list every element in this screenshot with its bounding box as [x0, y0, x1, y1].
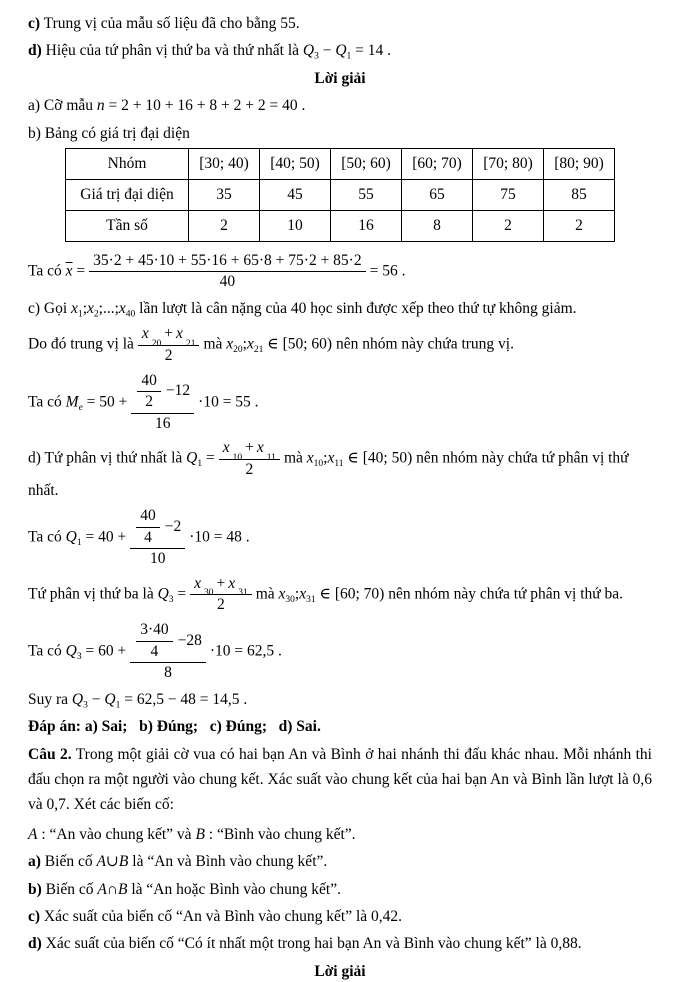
- math-rhs: = 62,5 − 48 = 14,5 .: [124, 690, 248, 708]
- row-header: Giá trị đại diện: [66, 179, 189, 210]
- item-label: b): [28, 124, 41, 142]
- text: Ta có: [28, 528, 62, 546]
- item-label: c): [28, 907, 41, 925]
- interval: [40; 50): [362, 450, 413, 468]
- solution-d-intro: [28, 439, 652, 501]
- interval: [50; 60): [282, 336, 333, 354]
- q1-value-formula: [28, 507, 652, 569]
- text: Cỡ mẫu: [43, 97, 94, 115]
- math-op: = 60 +: [85, 642, 127, 660]
- text: Tứ phân vị thứ ba là: [28, 585, 154, 603]
- var: x: [194, 574, 202, 592]
- row-header: Nhóm: [66, 148, 189, 179]
- var: x: [141, 325, 149, 343]
- subscript: 3: [76, 651, 82, 662]
- text: mà: [203, 336, 223, 354]
- text: Biến cố: [44, 853, 93, 871]
- conclusion-line: [28, 689, 652, 710]
- question-label: Câu 2.: [28, 746, 72, 764]
- fraction: [190, 575, 252, 615]
- var: x: [256, 439, 264, 457]
- separator: ;: [323, 450, 328, 468]
- subscript: 40: [125, 309, 136, 320]
- statement-2c: [28, 906, 652, 927]
- element-of-symbol: ∈: [319, 585, 331, 603]
- table-cell: 65: [402, 179, 473, 210]
- var: x: [299, 585, 307, 603]
- subscript: e: [78, 402, 83, 413]
- statement-2b: [28, 879, 652, 900]
- fraction-numerator: [130, 621, 206, 663]
- var: Q: [302, 42, 315, 60]
- subscript: 10: [313, 459, 324, 470]
- subscript: 20: [233, 345, 243, 356]
- fraction-denominator: 2: [217, 596, 225, 614]
- inner-numerator: 3·40: [136, 621, 172, 642]
- math-op: =: [76, 262, 86, 280]
- math-op: = 40 +: [85, 528, 127, 546]
- statement-2a: [28, 851, 652, 872]
- text: : “An vào chung kết” và: [41, 825, 192, 843]
- table-cell: 75: [473, 179, 544, 210]
- statement-1d: [28, 40, 652, 61]
- subscript: 3: [83, 700, 88, 711]
- var: A: [28, 825, 38, 843]
- solution-b-intro: [28, 123, 652, 144]
- separator: ;: [242, 336, 247, 354]
- item-label: a): [28, 97, 41, 115]
- text: Bảng có giá trị đại diện: [44, 124, 190, 142]
- var: A: [97, 880, 107, 898]
- text: mà: [283, 450, 303, 468]
- table-cell: 2: [544, 210, 615, 241]
- median-value-formula: [28, 372, 652, 434]
- solution-heading-2: Lời giải: [314, 962, 366, 980]
- var: A: [96, 853, 106, 871]
- fraction: [130, 507, 185, 569]
- table-row-representatives: [66, 179, 615, 210]
- element-of-symbol: ∈: [347, 450, 359, 468]
- fraction-denominator: 2: [164, 347, 173, 365]
- math-rhs: ·10 = 48 .: [189, 528, 250, 546]
- subscript: 31: [306, 594, 316, 605]
- table-cell: 85: [544, 179, 615, 210]
- table-cell: [50; 60): [331, 148, 402, 179]
- inner-fraction: [136, 507, 160, 547]
- var: Q: [71, 690, 84, 708]
- mean-formula: [28, 252, 652, 292]
- var: x: [118, 300, 126, 318]
- text: Tứ phân vị thứ nhất là: [44, 450, 183, 468]
- text: Xác suất của biến cố “Có ít nhất một trong hai bạn An và Bình vào chung kết” là 0,88.: [45, 935, 582, 953]
- text: lần lượt là cân nặng của 40 học sinh được xếp theo thứ tự không giảm.: [139, 300, 577, 318]
- xbar-symbol: [66, 263, 73, 280]
- var: x: [228, 574, 236, 592]
- table-cell: [70; 80): [473, 148, 544, 179]
- table-cell: [60; 70): [402, 148, 473, 179]
- var: B: [118, 880, 128, 898]
- interval: [60; 70): [334, 585, 385, 603]
- fraction-denominator: 8: [164, 664, 172, 682]
- inner-denominator: 2: [145, 393, 154, 411]
- var: $\overline{x}$: [65, 262, 73, 280]
- fraction: [219, 439, 280, 479]
- fraction: [138, 325, 200, 365]
- item-label: c): [28, 300, 41, 318]
- statement-2d: [28, 933, 652, 954]
- var: Q: [186, 450, 198, 468]
- fraction-numerator: x 20 + x 21: [138, 325, 200, 346]
- ellipsis: ;...;: [98, 300, 119, 318]
- subscript: 2: [93, 309, 99, 320]
- var: x: [71, 300, 78, 318]
- text: Gọi: [43, 300, 68, 318]
- math-rhs: = 14 .: [355, 42, 392, 60]
- table-cell: 45: [260, 179, 331, 210]
- text: nên nhóm này chứa trung vị.: [335, 336, 514, 354]
- text: nên nhóm này chứa tứ phân vị thứ ba.: [388, 585, 624, 603]
- fraction-numerator: x 30 + x 31: [190, 575, 252, 596]
- math-op: +: [245, 439, 254, 457]
- math-rhs: ·10 = 55 .: [198, 393, 259, 411]
- math-op: −28: [177, 631, 202, 649]
- q3-value-formula: [28, 621, 652, 683]
- subscript: 1: [77, 309, 83, 320]
- subscript: 11: [334, 459, 344, 470]
- math-rhs: = 56 .: [369, 262, 406, 280]
- inner-numerator: 40: [136, 507, 160, 528]
- var: x: [222, 439, 230, 457]
- math-rhs: ·10 = 62,5 .: [209, 642, 282, 660]
- solution-heading-1: Lời giải: [314, 69, 366, 87]
- text: nên nhóm này chứa tứ phân vị thứ nhất.: [28, 450, 629, 499]
- fraction-denominator: 40: [219, 273, 236, 291]
- subscript: 1: [197, 459, 203, 470]
- subscript: 3: [168, 594, 174, 605]
- text: là “An và Bình vào chung kết”.: [132, 853, 328, 871]
- text: mà: [255, 585, 275, 603]
- fraction-numerator: [131, 372, 194, 414]
- text: Ta có: [28, 393, 62, 411]
- table-cell: 8: [402, 210, 473, 241]
- text: Ta có: [28, 262, 62, 280]
- var: x: [306, 450, 314, 468]
- math-op: = 50 +: [86, 393, 128, 411]
- solution-c-intro: [28, 298, 652, 319]
- text: Do đó trung vị là: [28, 336, 134, 354]
- var: x: [327, 450, 335, 468]
- math-op: −: [322, 42, 332, 60]
- item-label: b): [28, 880, 42, 898]
- fraction: [89, 252, 365, 292]
- table-cell: [80; 90): [544, 148, 615, 179]
- inner-numerator: 40: [137, 372, 161, 393]
- var: B: [118, 853, 129, 871]
- inner-fraction: [137, 372, 161, 412]
- table-cell: 55: [331, 179, 402, 210]
- item-label: c): [28, 15, 41, 32]
- var: Q: [65, 528, 77, 546]
- table-cell: 16: [331, 210, 402, 241]
- table-row-groups: [66, 148, 615, 179]
- math-op: =: [177, 585, 187, 603]
- intersection-symbol: ∩: [106, 880, 118, 898]
- statement-text: Trung vị của mẫu số liệu đã cho bằng 55.: [43, 15, 300, 32]
- problem-2-statement: [28, 743, 652, 817]
- var: x: [278, 585, 286, 603]
- inner-denominator: 4: [150, 642, 159, 660]
- row-header: Tần số: [66, 210, 189, 241]
- math-op: −2: [164, 517, 182, 535]
- subscript: 1: [115, 700, 121, 711]
- table-cell: 10: [260, 210, 331, 241]
- math-op: +: [164, 325, 174, 343]
- median-location-line: [28, 325, 652, 365]
- answer-key-line: Đáp án: a) Sai; b) Đúng; c) Đúng; d) Sai.: [28, 718, 321, 736]
- var: B: [195, 825, 205, 843]
- var: x: [226, 336, 234, 354]
- q3-intro-line: [28, 575, 652, 615]
- var: n: [96, 97, 105, 115]
- element-of-symbol: ∈: [267, 336, 279, 354]
- subscript: 21: [253, 345, 264, 356]
- math-rhs: = 2 + 10 + 16 + 8 + 2 + 2 = 40 .: [108, 97, 306, 115]
- fraction: [130, 621, 206, 683]
- text: Ta có: [28, 642, 62, 660]
- var: M: [65, 393, 79, 411]
- table-cell: [40; 50): [260, 148, 331, 179]
- var: Q: [157, 585, 169, 603]
- solution-a: [28, 95, 652, 116]
- text: Xác suất của biến cố “An và Bình vào chung kết” là 0,42.: [43, 907, 403, 925]
- subscript: 30: [285, 594, 295, 605]
- statement-1c: [28, 13, 652, 34]
- table-cell: 35: [189, 179, 260, 210]
- item-label: d): [28, 450, 41, 468]
- frequency-table: [65, 148, 615, 242]
- text: : “Bình vào chung kết”.: [208, 825, 356, 843]
- fraction-denominator: 10: [149, 550, 166, 568]
- separator: ;: [82, 300, 87, 318]
- subscript: 1: [346, 51, 352, 62]
- math-op: =: [206, 450, 215, 468]
- item-label: d): [28, 42, 42, 60]
- var: x: [87, 300, 94, 318]
- inner-denominator: 4: [144, 528, 152, 546]
- events-definition-line: [28, 824, 652, 845]
- var: x: [176, 325, 183, 343]
- var: Q: [104, 690, 116, 708]
- union-symbol: ∪: [105, 853, 119, 871]
- item-label: d): [28, 935, 42, 953]
- table-cell: [30; 40): [189, 148, 260, 179]
- fraction-numerator: x 10 + x 11: [219, 439, 280, 460]
- math-expression: [302, 42, 392, 62]
- statement-text: Hiệu của tứ phân vị thứ ba và thứ nhất là: [45, 42, 299, 60]
- math-op: −12: [165, 382, 191, 400]
- item-label: a): [28, 853, 41, 871]
- subscript: 3: [314, 51, 319, 62]
- table-row-frequencies: [66, 210, 615, 241]
- table-cell: 2: [189, 210, 260, 241]
- text: là “An hoặc Bình vào chung kết”.: [131, 880, 341, 898]
- math-op: −: [91, 690, 101, 708]
- text: Suy ra: [28, 690, 69, 708]
- fraction: [131, 372, 194, 434]
- statement-text: Trong một giải cờ vua có hai bạn An và Bình ở hai nhánh thi đấu khác nhau. Mỗi nhánh thi đấu chọn ra một người vào chung kết. Xác suất vào chung kết của hai bạn An và Bình lần lượt là 0,6 và 0,7. Xét các biến cố:: [28, 746, 652, 814]
- separator: ;: [294, 585, 300, 603]
- var: Q: [335, 42, 347, 60]
- subscript: 1: [76, 537, 82, 548]
- text: Biến cố: [45, 880, 94, 898]
- math-op: +: [216, 574, 226, 592]
- fraction-numerator: [130, 507, 185, 549]
- fraction-numerator: 35·2 + 45·10 + 55·16 + 65·8 + 75·2 + 85·2: [89, 252, 365, 273]
- var: Q: [65, 642, 77, 660]
- inner-fraction: [136, 621, 172, 661]
- var: x: [246, 336, 254, 354]
- fraction-denominator: 2: [245, 461, 254, 478]
- table-cell: 2: [473, 210, 544, 241]
- fraction-denominator: 16: [155, 414, 171, 432]
